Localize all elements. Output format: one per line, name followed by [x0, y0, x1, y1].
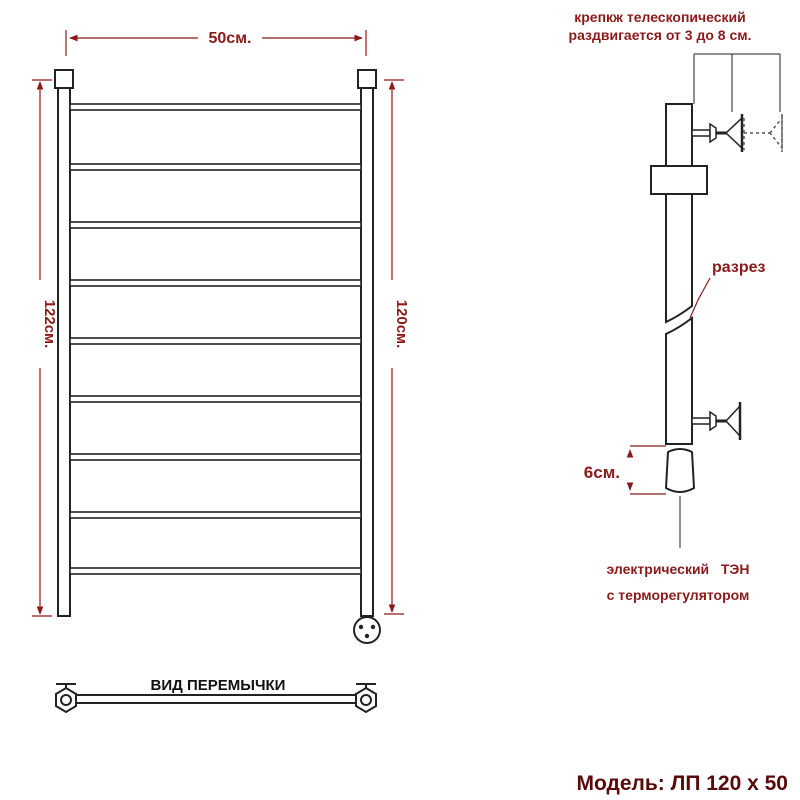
right-top-mount — [358, 70, 376, 88]
jumper-view-label: ВИД ПЕРЕМЫЧКИ — [150, 677, 286, 694]
outer-height-label: 122см. — [41, 299, 58, 349]
rung-7 — [70, 454, 361, 460]
heater-connector-icon — [354, 617, 380, 643]
inner-height-label: 120см. — [393, 299, 410, 349]
rung-4 — [70, 280, 361, 286]
side-pipe-upper — [666, 104, 692, 322]
heater-label-line2: с терморегулятором — [606, 587, 750, 603]
side-clamp-block — [651, 166, 707, 194]
width-dimension-label: 50см. — [208, 30, 252, 47]
rung-2 — [70, 164, 361, 170]
section-label: разрез — [712, 259, 766, 276]
front-view — [32, 30, 410, 643]
mount-note-line1: крепкж телескопический — [574, 9, 746, 25]
heater-gap-label: 6см. — [583, 463, 620, 482]
left-upright — [58, 88, 70, 616]
rungs — [70, 104, 361, 574]
side-pipe-lower — [666, 318, 692, 444]
jumper-bar — [66, 695, 366, 703]
rung-9 — [70, 568, 361, 574]
rung-3 — [70, 222, 361, 228]
model-label: Модель: ЛП 120 х 50 — [576, 772, 788, 795]
upper-wall-mount-icon — [692, 114, 742, 152]
lower-wall-mount-icon — [692, 402, 740, 440]
heater-body — [666, 449, 694, 492]
jumper-left-mount-icon — [56, 684, 76, 712]
right-upright — [361, 88, 373, 616]
left-top-mount — [55, 70, 73, 88]
jumper-right-mount-icon — [356, 684, 376, 712]
jumper-view — [56, 677, 376, 712]
extended-wall-mount-icon — [744, 114, 782, 152]
rung-6 — [70, 396, 361, 402]
side-view — [569, 9, 782, 603]
rung-5 — [70, 338, 361, 344]
rung-1 — [70, 104, 361, 110]
rung-8 — [70, 512, 361, 518]
mount-note-line2: раздвигается от 3 до 8 см. — [568, 27, 752, 43]
heater-label-line1: электрический ТЭН — [606, 561, 750, 577]
